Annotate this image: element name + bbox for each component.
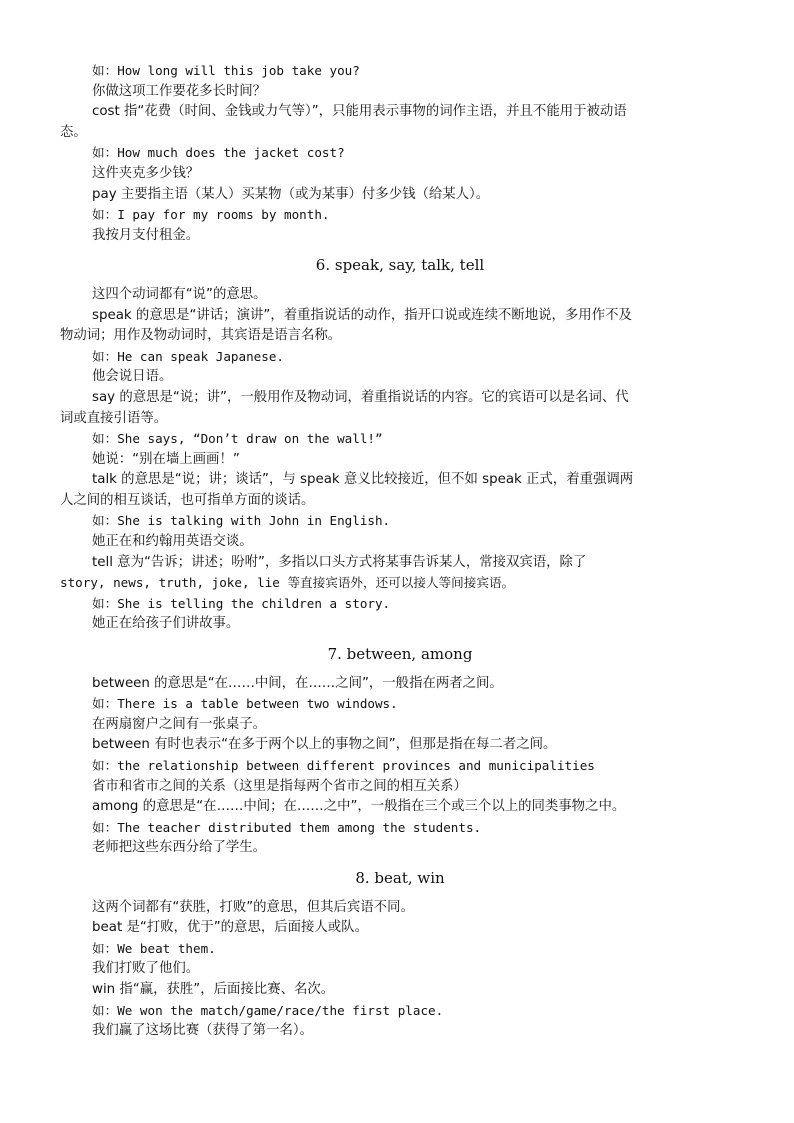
paragraph-line: between 有时也表示“在多于两个以上的事物之间”，但那是指在每二者之间。	[92, 737, 557, 753]
paragraph-continuation: 物动词；用作及物动词时，其宾语是语言名称。	[60, 328, 342, 344]
paragraph-continuation: 人之间的相互谈话，也可指单方面的谈话。	[60, 492, 315, 508]
paragraph-line: 这件夹克多少钱？	[92, 165, 200, 181]
section-heading: 6. speak, say, talk, tell	[315, 256, 485, 275]
paragraph-line: 如：How much does the jacket cost?	[92, 145, 345, 161]
paragraph-line: say 的意思是“说；讲”，一般用作及物动词，着重指说话的内容。它的宾语可以是名词、代	[92, 389, 629, 405]
paragraph-line: 如：There is a table between two windows.	[92, 696, 398, 712]
paragraph-line: win 指“赢，获胜”，后面接比赛、名次。	[92, 981, 335, 997]
paragraph-line: 如：He can speak Japanese.	[92, 348, 284, 364]
paragraph-line: 如：She is telling the children a story.	[92, 595, 391, 611]
paragraph-line: 我们赢了这场比赛（获得了第一名）。	[92, 1023, 313, 1039]
paragraph-continuation: 词或直接引语等。	[60, 410, 168, 426]
paragraph-line: 我按月支付租金。	[92, 227, 200, 243]
paragraph-line: 她正在给孩子们讲故事。	[92, 616, 240, 632]
paragraph-line: 她说：“别在墙上画画！”	[92, 451, 240, 467]
document-body	[60, 61, 740, 1042]
paragraph-line: 如：We won the match/game/race/the first place.	[92, 1002, 444, 1018]
paragraph-line: 如：How long will this job take you?	[92, 63, 360, 78]
paragraph-line: 这两个词都有“获胜，打败”的意思，但其后宾语不同。	[92, 899, 414, 915]
paragraph-line: 你做这项工作要花多长时间？	[92, 83, 267, 99]
paragraph-line: tell 意为“告诉；讲述；吩咐”，多指以口头方式将某事告诉某人，常接双宾语，除了	[92, 554, 587, 570]
paragraph-line: pay 主要指主语（某人）买某物（或为某事）付多少钱（给某人）。	[92, 186, 490, 202]
paragraph-line: among 的意思是“在……中间；在……之中”，一般指在三个或三个以上的同类事物之中。	[92, 799, 626, 815]
paragraph-line: 如：the relationship between different provinces and municipalities	[92, 758, 595, 773]
paragraph-line: 省市和省市之间的关系（这里是指每两个省市之间的相互关系）	[92, 778, 467, 794]
paragraph-continuation: story, news, truth, joke, lie 等直接宾语外，还可以接人等间接宾语。	[60, 575, 515, 591]
paragraph-line: 老师把这些东西分给了学生。	[92, 840, 267, 856]
paragraph-line: speak 的意思是“讲话；演讲”，着重指说话的动作，指开口说或连续不断地说，多用作不及	[92, 307, 632, 323]
section-heading: 8. beat, win	[355, 868, 445, 887]
paragraph-line: 如：She is talking with John in English.	[92, 513, 391, 529]
paragraph-line: 她正在和约翰用英语交谈。	[92, 534, 253, 550]
paragraph-line: 如：She says, “Don’t draw on the wall!”	[92, 431, 383, 447]
paragraph-line: between 的意思是“在……中间，在……之间”，一般指在两者之间。	[92, 675, 503, 691]
paragraph-line: cost 指“花费（时间、金钱或力气等）”，只能用表示事物的词作主语，并且不能用于被动语	[92, 104, 627, 120]
paragraph-line: 这四个动词都有“说”的意思。	[92, 286, 267, 302]
paragraph-line: 我们打败了他们。	[92, 961, 200, 977]
paragraph-line: 他会说日语。	[92, 369, 173, 385]
paragraph-line: talk 的意思是“说；讲；谈话”，与 speak 意义比较接近，但不如 speak 正式，着重强调两	[92, 472, 634, 488]
paragraph-line: 在两扇窗户之间有一张桌子。	[92, 716, 267, 732]
paragraph-line: 如：The teacher distributed them among the students.	[92, 819, 482, 835]
section-heading: 7. between, among	[327, 645, 473, 664]
paragraph-line: 如：We beat them.	[92, 940, 216, 956]
paragraph-line: beat 是“打败，优于”的意思，后面接人或队。	[92, 920, 368, 936]
paragraph-continuation: 态。	[60, 124, 87, 140]
paragraph-line: 如：I pay for my rooms by month.	[92, 207, 330, 223]
